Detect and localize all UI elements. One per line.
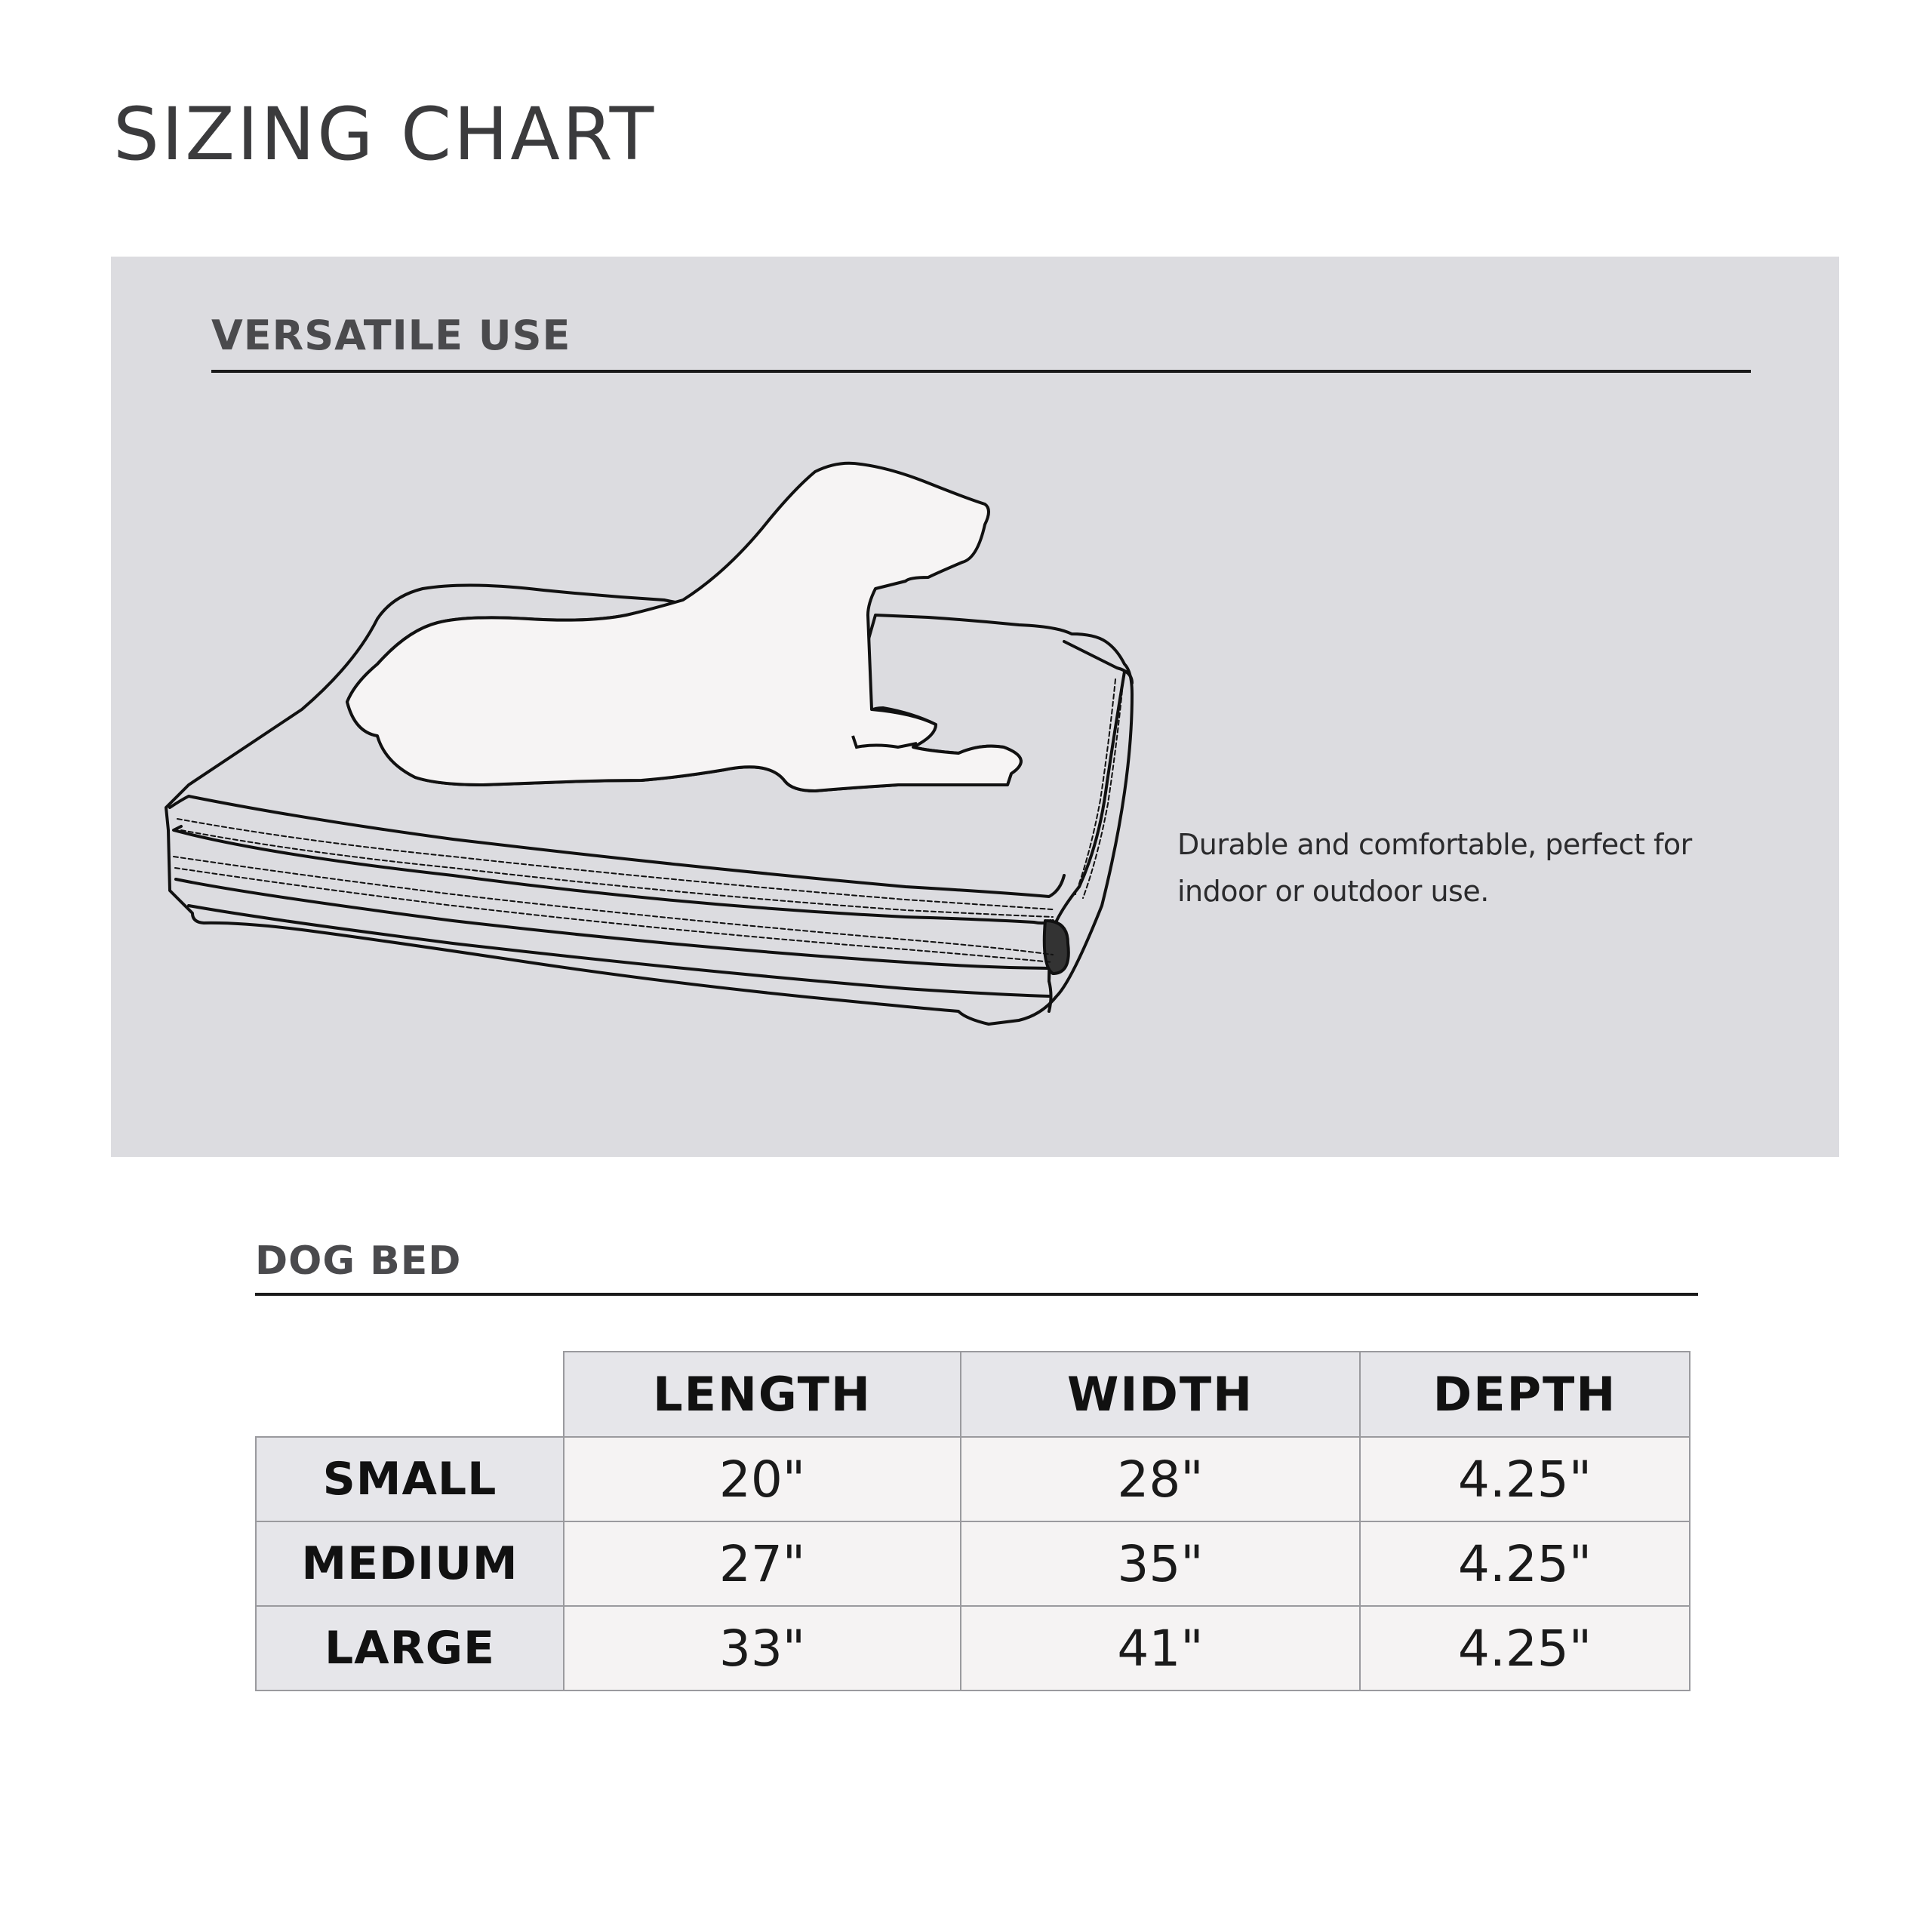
table-row xyxy=(256,1606,1690,1690)
dog-on-bed-illustration xyxy=(111,257,1839,1157)
column-header-depth: DEPTH xyxy=(1360,1352,1690,1437)
large-depth: 4.25" xyxy=(1360,1606,1690,1690)
versatile-use-heading: VERSATILE USE xyxy=(211,312,571,359)
dog-bed-divider xyxy=(255,1293,1698,1296)
page-title: SIZING CHART xyxy=(113,92,657,177)
versatile-use-description: Durable and comfortable, perfect for indoor or outdoor use. xyxy=(1177,828,1692,908)
table-row xyxy=(256,1437,1690,1521)
medium-length: 27" xyxy=(564,1521,961,1606)
large-width: 41" xyxy=(961,1606,1360,1690)
table-header-row xyxy=(256,1352,1690,1437)
small-length: 20" xyxy=(564,1437,961,1521)
medium-width: 35" xyxy=(961,1521,1360,1606)
versatile-use-panel xyxy=(111,257,1839,1157)
medium-depth: 4.25" xyxy=(1360,1521,1690,1606)
column-header-length: LENGTH xyxy=(564,1352,961,1437)
table-corner-cell xyxy=(256,1352,564,1437)
table-row xyxy=(256,1521,1690,1606)
column-header-width: WIDTH xyxy=(961,1352,1360,1437)
dog-bed-heading: DOG BED xyxy=(255,1238,462,1284)
row-label-small: SMALL xyxy=(256,1437,564,1521)
small-width: 28" xyxy=(961,1437,1360,1521)
dog-silhouette xyxy=(347,463,1021,791)
large-length: 33" xyxy=(564,1606,961,1690)
small-depth: 4.25" xyxy=(1360,1437,1690,1521)
row-label-large: LARGE xyxy=(256,1606,564,1690)
row-label-medium: MEDIUM xyxy=(256,1521,564,1606)
size-table xyxy=(255,1351,1690,1691)
